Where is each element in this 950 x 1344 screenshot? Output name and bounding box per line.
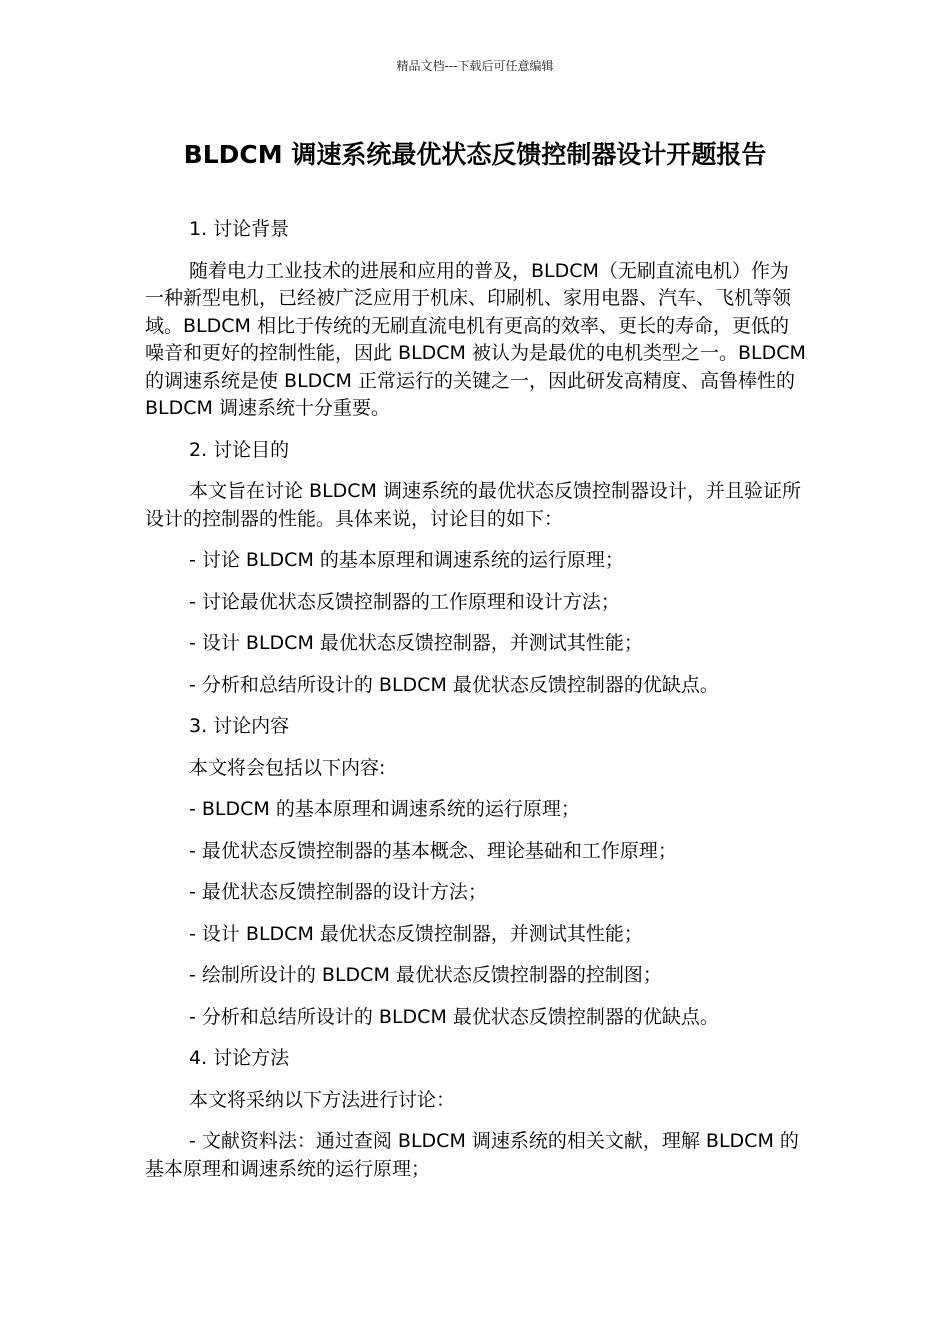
paragraph-method-intro: 本文将采纳以下方法进行讨论： [189, 1088, 456, 1111]
list-item: - 绘制所设计的 BLDCM 最优状态反馈控制器的控制图； [189, 964, 662, 986]
document-title: BLDCM 调速系统最优状态反馈控制器设计开题报告 [183, 140, 767, 169]
section-heading-background: 1. 讨论背景 [189, 218, 290, 240]
list-item: - 最优状态反馈控制器的设计方法； [189, 881, 487, 903]
paragraph-background: 随着电力工业技术的进展和应用的普及，BLDCM（无刷直流电机）作为一种新型电机，已经被广泛应用于机床、印刷机、家用电器、汽车、飞机等领域。BLDCM 相比于传统的无刷直流电机有更高的效率、更长的寿命，更低的噪音和更好的控制性能，因此 BLDCM 被认为是最优的电机类型之一。BLDCM 的调速系统是使 BLDCM 正常运行的关键之一，因此研发高精度、高鲁棒性的 BLDCM 调速系统十分重要。 [145, 259, 806, 419]
page-header: 精品文档---下载后可任意编辑 [396, 59, 554, 73]
list-item: - 分析和总结所设计的 BLDCM 最优状态反馈控制器的优缺点。 [189, 1005, 719, 1028]
list-item: - BLDCM 的基本原理和调速系统的运行原理； [189, 798, 580, 820]
list-item: - 设计 BLDCM 最优状态反馈控制器，并测试其性能； [189, 632, 643, 654]
list-item: - 讨论最优状态反馈控制器的工作原理和设计方法； [189, 590, 620, 613]
paragraph-content-intro: 本文将会包括以下内容: [189, 756, 386, 779]
section-heading-content: 3. 讨论内容 [189, 715, 290, 737]
list-item: - 文献资料法：通过查阅 BLDCM 调速系统的相关文献，理解 BLDCM 的基本原理和调速系统的运行原理； [145, 1130, 799, 1180]
paragraph-purpose: 本文旨在讨论 BLDCM 调速系统的最优状态反馈控制器设计，并且验证所设计的控制器的性能。具体来说，讨论目的如下： [145, 480, 801, 530]
document-body [145, 216, 807, 1197]
list-item: - 分析和总结所设计的 BLDCM 最优状态反馈控制器的优缺点。 [189, 673, 719, 696]
section-heading-method: 4. 讨论方法 [189, 1047, 290, 1069]
list-item: - 最优状态反馈控制器的基本概念、理论基础和工作原理； [189, 839, 677, 862]
section-heading-purpose: 2. 讨论目的 [189, 438, 290, 461]
list-item: - 讨论 BLDCM 的基本原理和调速系统的运行原理； [189, 549, 624, 571]
list-item: - 设计 BLDCM 最优状态反馈控制器，并测试其性能； [189, 922, 643, 945]
